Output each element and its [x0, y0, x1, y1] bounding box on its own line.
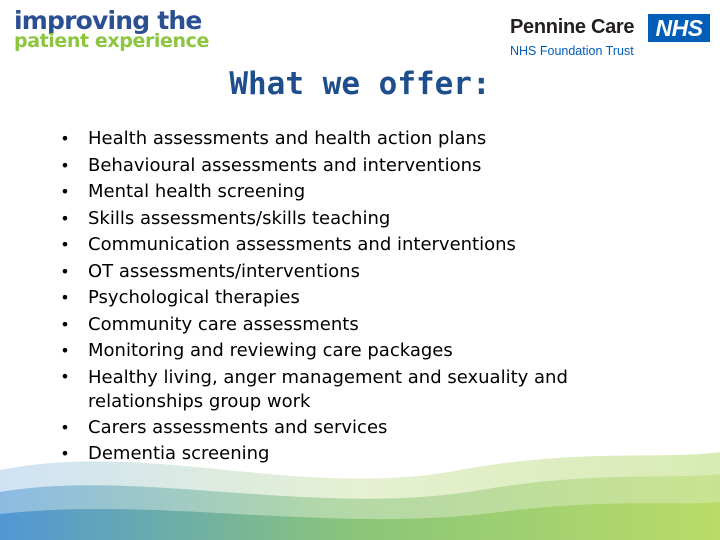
bullet-icon: •: [60, 417, 70, 437]
list-item-text: Healthy living, anger management and sexuality and relationships group work: [88, 366, 568, 412]
trust-name: NHS Foundation Trust: [510, 44, 634, 58]
list-item: [60, 415, 660, 442]
list-item: [60, 232, 660, 259]
list-item-text: Dementia screening: [88, 443, 270, 464]
list-item-text: Communication assessments and interventions: [88, 234, 516, 255]
pennine-care-nhs-logo: [510, 12, 710, 62]
bullet-icon: •: [60, 288, 70, 307]
list-item-text: OT assessments/interventions: [88, 260, 360, 282]
nhs-badge: NHS: [648, 14, 710, 42]
logo-left-line1: improving the: [14, 6, 202, 35]
list-item: [60, 179, 660, 206]
improving-the-patient-experience-logo: [14, 8, 209, 51]
org-name: Pennine Care: [510, 16, 635, 38]
list-item-text: Community care assessments: [88, 313, 359, 335]
list-item-text: Behavioural assessments and interventions: [88, 154, 482, 176]
bullet-icon: •: [60, 341, 70, 360]
list-item: [60, 206, 660, 233]
bullet-icon: •: [60, 208, 70, 228]
offer-list: [60, 126, 660, 468]
slide-title: What we offer:: [229, 66, 491, 102]
logo-left-line2: patient experience: [14, 30, 209, 52]
bullet-icon: •: [60, 261, 70, 281]
bullet-icon: •: [60, 129, 70, 148]
list-item: [60, 259, 660, 286]
bullet-icon: •: [60, 444, 70, 463]
bullet-icon: •: [60, 155, 70, 175]
bullet-icon: •: [60, 235, 70, 254]
list-item: [60, 153, 660, 180]
list-item-text: Psychological therapies: [88, 287, 300, 308]
bullet-icon: •: [60, 314, 70, 334]
list-item-text: Mental health screening: [88, 181, 306, 202]
list-item: [60, 441, 660, 468]
bullet-icon: •: [60, 366, 70, 386]
list-item-text: Skills assessments/skills teaching: [88, 207, 391, 229]
list-item: [60, 338, 660, 365]
list-item: [60, 365, 660, 415]
list-item: [60, 312, 660, 339]
list-item: [60, 285, 660, 312]
list-item-text: Monitoring and reviewing care packages: [88, 340, 453, 361]
bullet-icon: •: [60, 182, 70, 201]
list-item-text: Carers assessments and services: [88, 416, 388, 438]
list-item-text: Health assessments and health action plans: [88, 128, 487, 149]
list-item: [60, 126, 660, 153]
